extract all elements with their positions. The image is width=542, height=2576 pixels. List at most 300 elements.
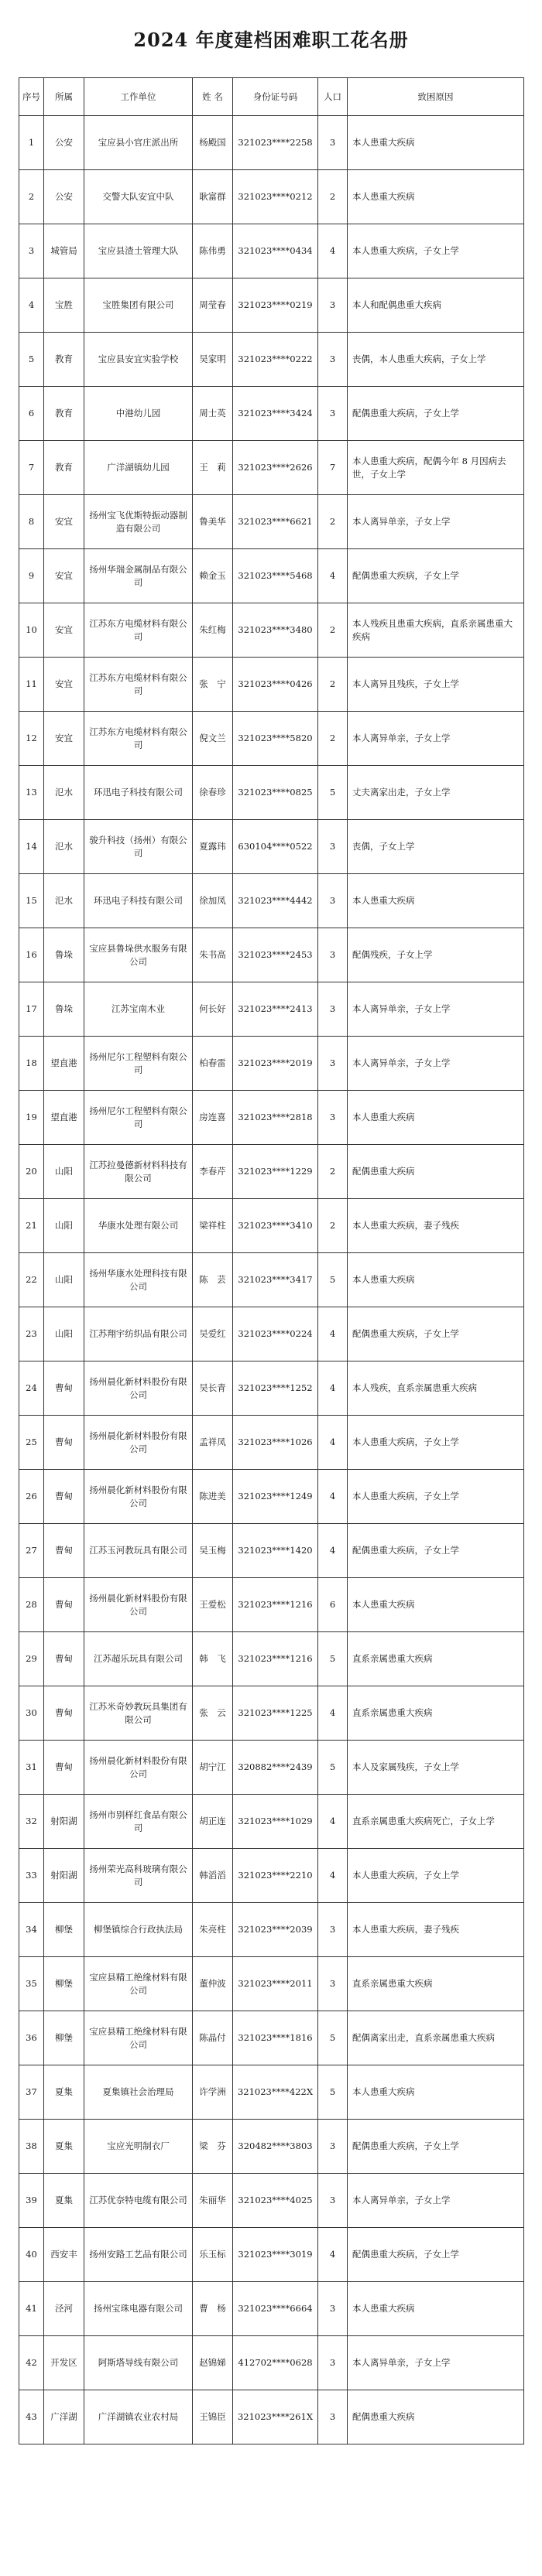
cell-household: 5 <box>318 2065 348 2120</box>
cell-index: 22 <box>19 1253 44 1307</box>
cell-district: 公安 <box>44 170 84 224</box>
cell-household: 3 <box>318 1037 348 1091</box>
cell-reason: 丈夫离家出走，子女上学 <box>348 766 524 820</box>
cell-index: 3 <box>19 224 44 278</box>
cell-district: 公安 <box>44 116 84 170</box>
cell-name: 王锦臣 <box>193 2390 233 2444</box>
table-row <box>19 1037 524 1091</box>
header-index: 序号 <box>19 78 44 116</box>
cell-work-unit: 扬州晨化新材料股份有限公司 <box>84 1741 193 1795</box>
cell-reason: 本人离异单亲，子女上学 <box>348 2336 524 2390</box>
cell-work-unit: 宝应县小官庄派出所 <box>84 116 193 170</box>
cell-reason: 本人离异单亲，子女上学 <box>348 982 524 1037</box>
table-body <box>19 116 524 2444</box>
cell-index: 43 <box>19 2390 44 2444</box>
cell-name: 胡正连 <box>193 1795 233 1849</box>
table-row <box>19 1578 524 1632</box>
cell-household: 4 <box>318 1795 348 1849</box>
cell-reason: 本人离异单亲，子女上学 <box>348 495 524 549</box>
cell-household: 3 <box>318 928 348 982</box>
cell-name: 赵锦娣 <box>193 2336 233 2390</box>
cell-work-unit: 环迅电子科技有限公司 <box>84 766 193 820</box>
cell-index: 19 <box>19 1091 44 1145</box>
cell-work-unit: 扬州晨化新材料股份有限公司 <box>84 1578 193 1632</box>
cell-reason: 本人患重大疾病，妻子残疾 <box>348 1199 524 1253</box>
cell-work-unit: 交警大队安宜中队 <box>84 170 193 224</box>
cell-name: 何长好 <box>193 982 233 1037</box>
cell-id-number: 321023****1420 <box>233 1524 318 1578</box>
cell-district: 城管局 <box>44 224 84 278</box>
cell-work-unit: 江苏玉河教玩具有限公司 <box>84 1524 193 1578</box>
cell-reason: 本人患重大疾病，子女上学 <box>348 1416 524 1470</box>
header-name: 姓 名 <box>193 78 233 116</box>
cell-district: 曹甸 <box>44 1416 84 1470</box>
cell-work-unit: 扬州晨化新材料股份有限公司 <box>84 1470 193 1524</box>
cell-id-number: 321023****1216 <box>233 1578 318 1632</box>
cell-name: 胡宁江 <box>193 1741 233 1795</box>
cell-work-unit: 广洋湖镇幼儿园 <box>84 441 193 495</box>
cell-id-number: 321023****1249 <box>233 1470 318 1524</box>
cell-name: 韩 飞 <box>193 1632 233 1686</box>
cell-work-unit: 宝应县鲁垛供水服务有限公司 <box>84 928 193 982</box>
cell-name: 耿富群 <box>193 170 233 224</box>
table-row <box>19 1253 524 1307</box>
cell-id-number: 412702****0628 <box>233 2336 318 2390</box>
cell-id-number: 321023****1026 <box>233 1416 318 1470</box>
cell-reason: 配偶患重大疾病，子女上学 <box>348 1524 524 1578</box>
cell-index: 34 <box>19 1903 44 1957</box>
cell-district: 曹甸 <box>44 1578 84 1632</box>
cell-reason: 本人和配偶患重大疾病 <box>348 278 524 333</box>
cell-district: 教育 <box>44 333 84 387</box>
cell-reason: 配偶患重大疾病 <box>348 1145 524 1199</box>
cell-id-number: 321023****0224 <box>233 1307 318 1361</box>
cell-household: 2 <box>318 495 348 549</box>
cell-district: 柳堡 <box>44 1903 84 1957</box>
cell-index: 31 <box>19 1741 44 1795</box>
cell-household: 4 <box>318 1686 348 1741</box>
cell-district: 柳堡 <box>44 2011 84 2065</box>
cell-household: 3 <box>318 820 348 874</box>
header-work-unit: 工作单位 <box>84 78 193 116</box>
cell-district: 西安丰 <box>44 2228 84 2282</box>
cell-household: 5 <box>318 1741 348 1795</box>
table-row <box>19 928 524 982</box>
cell-name: 梁祥柱 <box>193 1199 233 1253</box>
cell-index: 4 <box>19 278 44 333</box>
cell-work-unit: 江苏宝南木业 <box>84 982 193 1037</box>
cell-reason: 配偶残疾，子女上学 <box>348 928 524 982</box>
cell-work-unit: 江苏东方电缆材料有限公司 <box>84 658 193 712</box>
cell-district: 曹甸 <box>44 1470 84 1524</box>
cell-id-number: 321023****1225 <box>233 1686 318 1741</box>
cell-id-number: 321023****1229 <box>233 1145 318 1199</box>
cell-district: 教育 <box>44 441 84 495</box>
cell-name: 夏露玮 <box>193 820 233 874</box>
cell-id-number: 321023****2210 <box>233 1849 318 1903</box>
cell-reason: 配偶患重大疾病，子女上学 <box>348 1307 524 1361</box>
cell-household: 3 <box>318 2282 348 2336</box>
cell-index: 13 <box>19 766 44 820</box>
table-row <box>19 2336 524 2390</box>
cell-index: 21 <box>19 1199 44 1253</box>
cell-district: 夏集 <box>44 2065 84 2120</box>
cell-work-unit: 扬州晨化新材料股份有限公司 <box>84 1416 193 1470</box>
cell-name: 吴长青 <box>193 1361 233 1416</box>
cell-household: 2 <box>318 603 348 658</box>
cell-index: 17 <box>19 982 44 1037</box>
table-row <box>19 1307 524 1361</box>
cell-work-unit: 江苏米奇妙教玩具集团有限公司 <box>84 1686 193 1741</box>
cell-name: 周士英 <box>193 387 233 441</box>
cell-work-unit: 扬州荣光高科玻璃有限公司 <box>84 1849 193 1903</box>
cell-reason: 直系亲属患重大疾病 <box>348 1632 524 1686</box>
cell-index: 7 <box>19 441 44 495</box>
cell-reason: 本人患重大疾病 <box>348 1253 524 1307</box>
cell-name: 徐加凤 <box>193 874 233 928</box>
cell-district: 柳堡 <box>44 1957 84 2011</box>
cell-reason: 本人患重大疾病，配偶今年 8 月因病去世，子女上学 <box>348 441 524 495</box>
cell-reason: 本人患重大疾病，子女上学 <box>348 1470 524 1524</box>
cell-district: 曹甸 <box>44 1524 84 1578</box>
cell-index: 36 <box>19 2011 44 2065</box>
table-row <box>19 658 524 712</box>
cell-name: 房连喜 <box>193 1091 233 1145</box>
cell-id-number: 321023****2019 <box>233 1037 318 1091</box>
cell-district: 山阳 <box>44 1145 84 1199</box>
cell-name: 倪文兰 <box>193 712 233 766</box>
hardship-worker-table <box>19 77 524 2444</box>
cell-household: 2 <box>318 658 348 712</box>
cell-reason: 直系亲属患重大疾病 <box>348 1957 524 2011</box>
header-household: 人口 <box>318 78 348 116</box>
table-row <box>19 170 524 224</box>
cell-index: 10 <box>19 603 44 658</box>
cell-index: 5 <box>19 333 44 387</box>
table-row <box>19 387 524 441</box>
cell-household: 2 <box>318 1199 348 1253</box>
table-row <box>19 1091 524 1145</box>
cell-work-unit: 扬州宝飞优斯特振动器制造有限公司 <box>84 495 193 549</box>
cell-household: 3 <box>318 116 348 170</box>
table-row <box>19 1199 524 1253</box>
cell-district: 开发区 <box>44 2336 84 2390</box>
cell-household: 4 <box>318 1416 348 1470</box>
cell-district: 射阳湖 <box>44 1795 84 1849</box>
cell-name: 鲁美华 <box>193 495 233 549</box>
cell-household: 4 <box>318 224 348 278</box>
table-row <box>19 2011 524 2065</box>
cell-household: 2 <box>318 712 348 766</box>
cell-name: 朱丽华 <box>193 2174 233 2228</box>
cell-name: 王 莉 <box>193 441 233 495</box>
cell-work-unit: 江苏东方电缆材料有限公司 <box>84 712 193 766</box>
cell-household: 6 <box>318 1578 348 1632</box>
cell-index: 23 <box>19 1307 44 1361</box>
cell-index: 39 <box>19 2174 44 2228</box>
cell-household: 3 <box>318 2336 348 2390</box>
cell-work-unit: 扬州宝珠电器有限公司 <box>84 2282 193 2336</box>
table-row <box>19 820 524 874</box>
cell-work-unit: 江苏东方电缆材料有限公司 <box>84 603 193 658</box>
cell-reason: 丧偶，子女上学 <box>348 820 524 874</box>
header-reason: 致困原因 <box>348 78 524 116</box>
cell-index: 32 <box>19 1795 44 1849</box>
table-row <box>19 549 524 603</box>
cell-district: 安宜 <box>44 603 84 658</box>
cell-name: 朱亮柱 <box>193 1903 233 1957</box>
cell-work-unit: 江苏优奈特电缆有限公司 <box>84 2174 193 2228</box>
cell-household: 3 <box>318 2174 348 2228</box>
table-row <box>19 603 524 658</box>
cell-district: 安宜 <box>44 549 84 603</box>
cell-name: 孟祥凤 <box>193 1416 233 1470</box>
cell-name: 吴玉梅 <box>193 1524 233 1578</box>
cell-id-number: 321023****2626 <box>233 441 318 495</box>
cell-index: 28 <box>19 1578 44 1632</box>
cell-work-unit: 扬州华瑞金属制品有限公司 <box>84 549 193 603</box>
cell-name: 赖金玉 <box>193 549 233 603</box>
cell-reason: 本人患重大疾病 <box>348 116 524 170</box>
cell-index: 35 <box>19 1957 44 2011</box>
cell-name: 徐春珍 <box>193 766 233 820</box>
cell-household: 3 <box>318 333 348 387</box>
cell-district: 泾河 <box>44 2282 84 2336</box>
cell-reason: 本人及家属残疾，子女上学 <box>348 1741 524 1795</box>
cell-household: 7 <box>318 441 348 495</box>
cell-name: 朱红梅 <box>193 603 233 658</box>
table-row <box>19 116 524 170</box>
cell-name: 陈晶付 <box>193 2011 233 2065</box>
table-row <box>19 1741 524 1795</box>
cell-id-number: 321023****6664 <box>233 2282 318 2336</box>
cell-id-number: 321023****0222 <box>233 333 318 387</box>
cell-reason: 本人患重大疾病，子女上学 <box>348 1849 524 1903</box>
cell-index: 1 <box>19 116 44 170</box>
cell-index: 2 <box>19 170 44 224</box>
table-row <box>19 1849 524 1903</box>
cell-household: 3 <box>318 387 348 441</box>
cell-work-unit: 环迅电子科技有限公司 <box>84 874 193 928</box>
cell-name: 王爱松 <box>193 1578 233 1632</box>
cell-household: 4 <box>318 1470 348 1524</box>
table-row <box>19 1361 524 1416</box>
cell-reason: 本人患重大疾病，妻子残疾 <box>348 1903 524 1957</box>
cell-name: 朱书高 <box>193 928 233 982</box>
table-row <box>19 1795 524 1849</box>
cell-household: 4 <box>318 1307 348 1361</box>
cell-district: 安宜 <box>44 712 84 766</box>
cell-name: 韩滔滔 <box>193 1849 233 1903</box>
cell-reason: 本人患重大疾病 <box>348 2282 524 2336</box>
cell-index: 20 <box>19 1145 44 1199</box>
cell-district: 曹甸 <box>44 1632 84 1686</box>
cell-district: 山阳 <box>44 1199 84 1253</box>
cell-household: 2 <box>318 170 348 224</box>
cell-district: 广洋湖 <box>44 2390 84 2444</box>
cell-index: 24 <box>19 1361 44 1416</box>
cell-reason: 本人离异单亲，子女上学 <box>348 1037 524 1091</box>
cell-district: 鲁垛 <box>44 982 84 1037</box>
cell-district: 氾水 <box>44 874 84 928</box>
cell-work-unit: 柳堡镇综合行政执法局 <box>84 1903 193 1957</box>
cell-id-number: 321023****1816 <box>233 2011 318 2065</box>
cell-index: 8 <box>19 495 44 549</box>
cell-reason: 直系亲属患重大疾病死亡，子女上学 <box>348 1795 524 1849</box>
cell-reason: 配偶离家出走，直系亲属患重大疾病 <box>348 2011 524 2065</box>
cell-district: 山阳 <box>44 1253 84 1307</box>
cell-household: 2 <box>318 1145 348 1199</box>
cell-reason: 配偶患重大疾病，子女上学 <box>348 387 524 441</box>
cell-index: 29 <box>19 1632 44 1686</box>
cell-id-number: 321023****3019 <box>233 2228 318 2282</box>
cell-household: 3 <box>318 278 348 333</box>
cell-index: 6 <box>19 387 44 441</box>
cell-reason: 丧偶，本人患重大疾病，子女上学 <box>348 333 524 387</box>
cell-name: 陈进美 <box>193 1470 233 1524</box>
cell-household: 3 <box>318 2390 348 2444</box>
cell-household: 5 <box>318 1632 348 1686</box>
table-row <box>19 2228 524 2282</box>
cell-district: 山阳 <box>44 1307 84 1361</box>
cell-household: 4 <box>318 549 348 603</box>
cell-index: 25 <box>19 1416 44 1470</box>
cell-district: 望直港 <box>44 1091 84 1145</box>
table-row <box>19 874 524 928</box>
cell-id-number: 320482****3803 <box>233 2120 318 2174</box>
cell-id-number: 321023****3410 <box>233 1199 318 1253</box>
cell-index: 11 <box>19 658 44 712</box>
cell-work-unit: 宝应县安宜实验学校 <box>84 333 193 387</box>
cell-work-unit: 阿斯塔导线有限公司 <box>84 2336 193 2390</box>
cell-index: 18 <box>19 1037 44 1091</box>
cell-id-number: 321023****2039 <box>233 1903 318 1957</box>
cell-work-unit: 扬州晨化新材料股份有限公司 <box>84 1361 193 1416</box>
table-row <box>19 333 524 387</box>
cell-reason: 本人患重大疾病 <box>348 1578 524 1632</box>
cell-id-number: 321023****2258 <box>233 116 318 170</box>
cell-work-unit: 江苏翔宇纺织品有限公司 <box>84 1307 193 1361</box>
cell-id-number: 321023****4442 <box>233 874 318 928</box>
cell-id-number: 321023****3480 <box>233 603 318 658</box>
cell-work-unit: 扬州华康水处理科技有限公司 <box>84 1253 193 1307</box>
cell-district: 氾水 <box>44 820 84 874</box>
cell-name: 李春芹 <box>193 1145 233 1199</box>
cell-work-unit: 宝应县精工绝缘材料有限公司 <box>84 1957 193 2011</box>
cell-name: 周莹春 <box>193 278 233 333</box>
page-title: 2024 年度建档困难职工花名册 <box>133 29 409 51</box>
cell-reason: 本人残疾，直系亲属患重大疾病 <box>348 1361 524 1416</box>
table-row <box>19 1632 524 1686</box>
cell-work-unit: 江苏拉曼德新材料科技有限公司 <box>84 1145 193 1199</box>
cell-name: 吴家明 <box>193 333 233 387</box>
cell-id-number: 321023****4025 <box>233 2174 318 2228</box>
cell-id-number: 321023****1252 <box>233 1361 318 1416</box>
table-row <box>19 278 524 333</box>
cell-id-number: 321023****0219 <box>233 278 318 333</box>
cell-reason: 配偶患重大疾病 <box>348 2390 524 2444</box>
cell-district: 宝胜 <box>44 278 84 333</box>
cell-name: 乐玉标 <box>193 2228 233 2282</box>
cell-id-number: 321023****2818 <box>233 1091 318 1145</box>
cell-district: 安宜 <box>44 495 84 549</box>
cell-reason: 本人患重大疾病 <box>348 874 524 928</box>
cell-household: 3 <box>318 1957 348 2011</box>
cell-name: 张 云 <box>193 1686 233 1741</box>
cell-id-number: 630104****0522 <box>233 820 318 874</box>
cell-work-unit: 扬州安路工艺品有限公司 <box>84 2228 193 2282</box>
cell-id-number: 321023****0434 <box>233 224 318 278</box>
cell-household: 3 <box>318 982 348 1037</box>
cell-id-number: 321023****3424 <box>233 387 318 441</box>
cell-name: 柏春雷 <box>193 1037 233 1091</box>
cell-household: 3 <box>318 874 348 928</box>
table-row <box>19 441 524 495</box>
cell-id-number: 321023****6621 <box>233 495 318 549</box>
cell-work-unit: 宝应光明制衣厂 <box>84 2120 193 2174</box>
cell-district: 夏集 <box>44 2120 84 2174</box>
cell-household: 4 <box>318 1849 348 1903</box>
cell-name: 杨殿国 <box>193 116 233 170</box>
cell-index: 38 <box>19 2120 44 2174</box>
cell-index: 14 <box>19 820 44 874</box>
cell-work-unit: 中港幼儿园 <box>84 387 193 441</box>
cell-name: 陈 芸 <box>193 1253 233 1307</box>
cell-household: 4 <box>318 1361 348 1416</box>
cell-district: 曹甸 <box>44 1686 84 1741</box>
cell-reason: 直系亲属患重大疾病 <box>348 1686 524 1741</box>
cell-id-number: 321023****1216 <box>233 1632 318 1686</box>
cell-name: 曹 杨 <box>193 2282 233 2336</box>
table-row <box>19 2390 524 2444</box>
cell-index: 37 <box>19 2065 44 2120</box>
cell-index: 30 <box>19 1686 44 1741</box>
cell-district: 射阳湖 <box>44 1849 84 1903</box>
cell-reason: 配偶患重大疾病，子女上学 <box>348 2120 524 2174</box>
cell-id-number: 321023****261X <box>233 2390 318 2444</box>
cell-work-unit: 宝应县渣土管理大队 <box>84 224 193 278</box>
cell-reason: 本人残疾且患重大疾病，直系亲属患重大疾病 <box>348 603 524 658</box>
cell-index: 41 <box>19 2282 44 2336</box>
cell-name: 董仲波 <box>193 1957 233 2011</box>
cell-id-number: 321023****0426 <box>233 658 318 712</box>
cell-id-number: 321023****2011 <box>233 1957 318 2011</box>
table-header-row <box>19 78 524 116</box>
cell-name: 陈伟勇 <box>193 224 233 278</box>
cell-reason: 本人离异且残疾，子女上学 <box>348 658 524 712</box>
cell-reason: 配偶患重大疾病，子女上学 <box>348 549 524 603</box>
cell-id-number: 321023****0212 <box>233 170 318 224</box>
cell-index: 16 <box>19 928 44 982</box>
header-district: 所属 <box>44 78 84 116</box>
table-row <box>19 2065 524 2120</box>
cell-index: 40 <box>19 2228 44 2282</box>
cell-reason: 配偶患重大疾病，子女上学 <box>348 2228 524 2282</box>
cell-reason: 本人患重大疾病 <box>348 1091 524 1145</box>
cell-name: 许学洲 <box>193 2065 233 2120</box>
table-row <box>19 224 524 278</box>
cell-district: 曹甸 <box>44 1361 84 1416</box>
table-row <box>19 495 524 549</box>
cell-id-number: 321023****5468 <box>233 549 318 603</box>
table-row <box>19 1686 524 1741</box>
cell-district: 鲁垛 <box>44 928 84 982</box>
table-row <box>19 1524 524 1578</box>
cell-work-unit: 华康水处理有限公司 <box>84 1199 193 1253</box>
cell-district: 教育 <box>44 387 84 441</box>
cell-work-unit: 扬州尼尔工程塑料有限公司 <box>84 1091 193 1145</box>
cell-index: 9 <box>19 549 44 603</box>
